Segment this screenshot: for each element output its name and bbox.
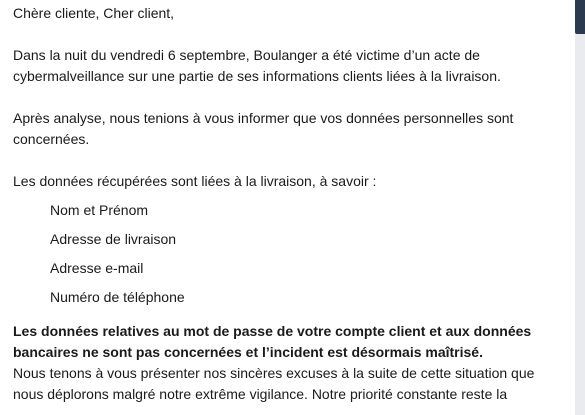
spacer (13, 150, 558, 171)
paragraph-reassurance: Les données relatives au mot de passe de votre compte client et aux données bancaires ne sont pas concernées et l’incident est désormais maîtrisé. (13, 323, 532, 360)
list-item: Adresse de livraison (50, 231, 177, 247)
paragraph-apology: Nous tenons à vous présenter nos sincères excuses à la suite de cette situation que nous déplorons malgré notre extrême vigilance. Notre priorité constante reste la (13, 365, 535, 402)
spacer (13, 87, 558, 108)
paragraph-incident: Dans la nuit du vendredi 6 septembre, Boulanger a été victime d’un acte de cybermalveillance sur une partie de ses informations clients liées à la livraison. (13, 47, 501, 84)
paragraph-analysis: Après analyse, nous tenions à vous informer que vos données personnelles sont concernées. (13, 110, 514, 147)
spacer (13, 24, 558, 45)
compromised-data-list (13, 196, 558, 312)
spacer (13, 312, 558, 321)
email-body (13, 3, 558, 405)
list-item: Adresse e-mail (50, 260, 144, 276)
greeting: Chère cliente, Cher client, (13, 5, 175, 21)
list-item: Nom et Prénom (50, 202, 149, 218)
scrollbar-thumb[interactable] (575, 0, 585, 34)
list-item: Numéro de téléphone (50, 289, 185, 305)
paragraph-list-intro: Les données récupérées sont liées à la livraison, à savoir : (13, 173, 377, 189)
scrollbar-track[interactable] (575, 0, 585, 415)
